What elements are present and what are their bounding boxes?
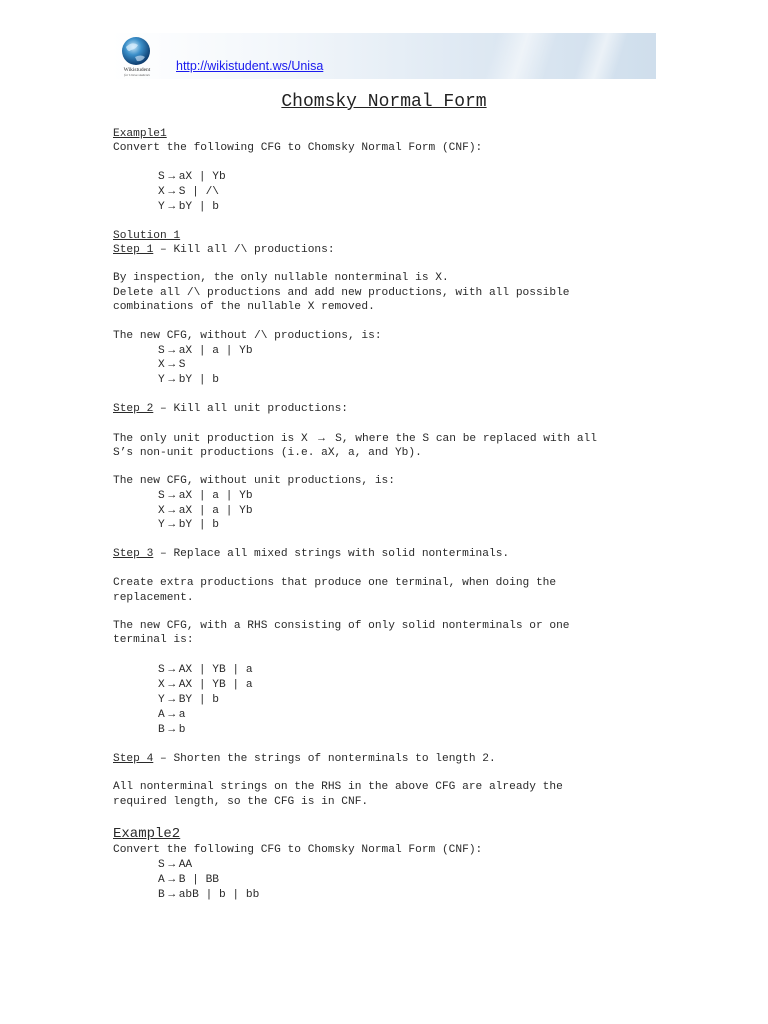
arrow-icon: → — [168, 724, 176, 736]
production-line: A → a — [158, 709, 186, 721]
svg-text:Wikistudent: Wikistudent — [123, 67, 151, 73]
example1-prompt: Convert the following CFG to Chomsky Normal Form (CNF): — [113, 142, 483, 154]
step1-heading: Step 1 – Kill all /\ productions: — [113, 244, 335, 256]
arrow-icon: → — [168, 186, 176, 198]
example2-prompt: Convert the following CFG to Chomsky Normal Form (CNF): — [113, 844, 483, 856]
production-line: S → aX | Yb — [158, 171, 226, 183]
arrow-icon: → — [168, 874, 176, 886]
paragraph-line: Create extra productions that produce one terminal, when doing the — [113, 577, 557, 589]
production-line: Y → BY | b — [158, 694, 220, 706]
production-line: B → b — [158, 724, 186, 736]
arrow-icon: → — [168, 171, 176, 183]
arrow-icon: → — [168, 201, 176, 213]
production-line: X → aX | a | Yb — [158, 505, 253, 517]
production-line: S → AX | YB | a — [158, 664, 253, 676]
arrow-icon: → — [168, 664, 176, 676]
page-title: Chomsky Normal Form — [281, 92, 487, 112]
step2-heading: Step 2 – Kill all unit productions: — [113, 403, 348, 415]
paragraph-line: The new CFG, with a RHS consisting of only solid nonterminals or one — [113, 620, 570, 632]
arrow-icon: → — [168, 374, 176, 386]
arrow-icon: → — [168, 345, 176, 357]
example2-heading: Example2 — [113, 826, 181, 842]
arrow-icon: → — [168, 519, 176, 531]
production-line: X → AX | YB | a — [158, 679, 253, 691]
production-line: Y → bY | b — [158, 374, 220, 386]
production-line: S → AA — [158, 859, 193, 871]
banner-streak — [574, 33, 629, 79]
solution1-heading: Solution 1 — [113, 230, 181, 242]
production-line: S → aX | a | Yb — [158, 490, 253, 502]
arrow-icon: → — [318, 433, 325, 445]
paragraph-line: S’s non-unit productions (i.e. aX, a, and Yb). — [113, 447, 422, 459]
svg-text:for Unisa students: for Unisa students — [124, 73, 150, 77]
paragraph-line: replacement. — [113, 592, 194, 604]
production-line: Y → bY | b — [158, 201, 220, 213]
production-line: A → B | BB — [158, 874, 220, 886]
example1-heading: Example1 — [113, 128, 167, 140]
paragraph-line: terminal is: — [113, 634, 194, 646]
paragraph-line: By inspection, the only nullable nonterminal is X. — [113, 272, 449, 284]
arrow-icon: → — [168, 859, 176, 871]
paragraph-line: required length, so the CFG is in CNF. — [113, 796, 369, 808]
arrow-icon: → — [168, 505, 176, 517]
step3-heading: Step 3 – Replace all mixed strings with solid nonterminals. — [113, 548, 510, 560]
paragraph-line: combinations of the nullable X removed. — [113, 301, 375, 313]
arrow-icon: → — [168, 490, 176, 502]
paragraph-line: The only unit production is X → S, where the S can be replaced with all — [113, 433, 597, 445]
production-line: S → aX | a | Yb — [158, 345, 253, 357]
paragraph-line: The new CFG, without unit productions, is: — [113, 475, 395, 487]
production-line: X → S | /\ — [158, 186, 220, 198]
header-banner — [111, 33, 656, 79]
arrow-icon: → — [168, 889, 176, 901]
globe-logo-icon — [115, 35, 159, 77]
arrow-icon: → — [168, 679, 176, 691]
step4-heading: Step 4 – Shorten the strings of nonterminals to length 2. — [113, 753, 496, 765]
wikistudent-link[interactable]: http://wikistudent.ws/Unisa — [176, 59, 324, 73]
paragraph-line: The new CFG, without /\ productions, is: — [113, 330, 382, 342]
banner-streak — [484, 33, 559, 79]
paragraph-line: All nonterminal strings on the RHS in the above CFG are already the — [113, 781, 563, 793]
arrow-icon: → — [168, 359, 176, 371]
arrow-icon: → — [168, 709, 176, 721]
arrow-icon: → — [168, 694, 176, 706]
production-line: X → S — [158, 359, 186, 371]
paragraph-line: Delete all /\ productions and add new productions, with all possible — [113, 287, 570, 299]
production-line: B → abB | b | bb — [158, 889, 260, 901]
production-line: Y → bY | b — [158, 519, 220, 531]
